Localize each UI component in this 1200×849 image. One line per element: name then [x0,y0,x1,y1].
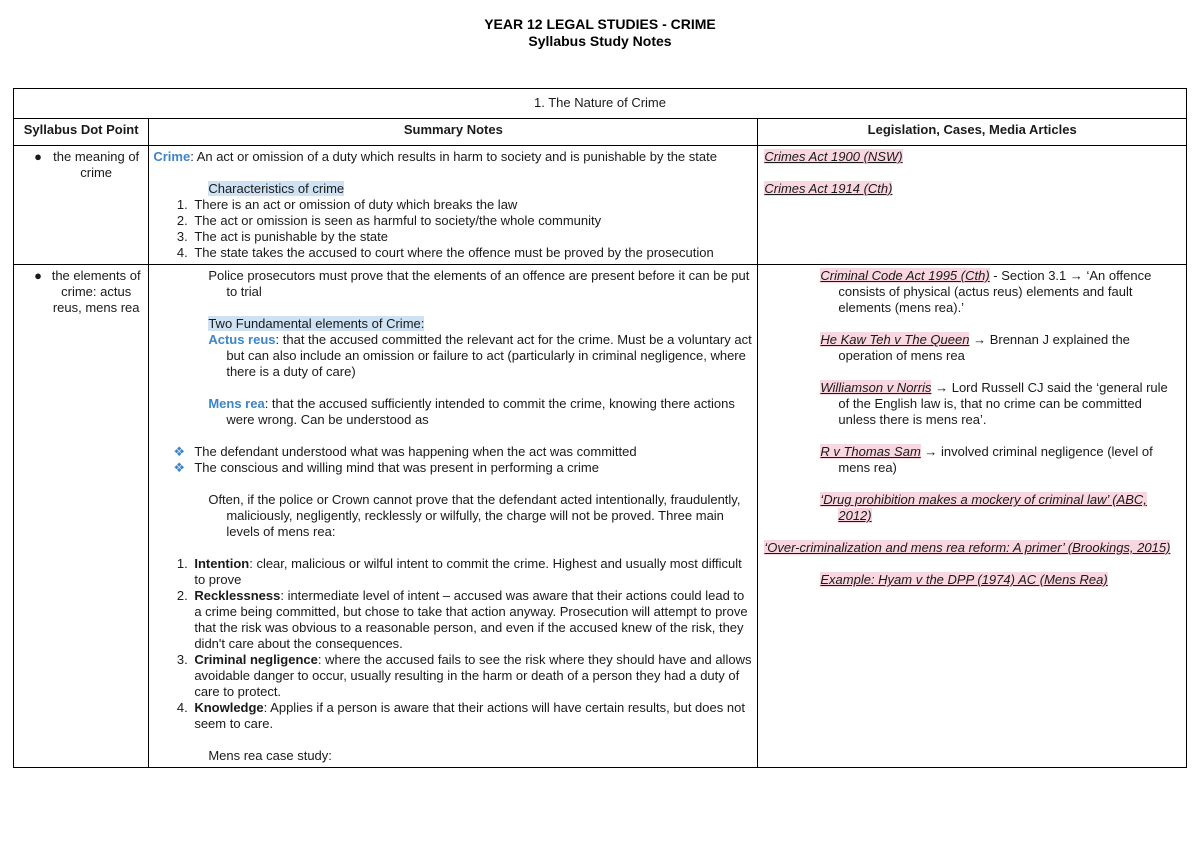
elements-heading: Two Fundamental elements of Crime: [208,316,425,331]
mens-rea-levels [153,556,753,732]
level-term: Intention [194,556,250,571]
crime-term: Crime [153,149,191,164]
reference-entry [762,268,1182,316]
reference-note: → involved criminal negligence (level of mens rea) [838,444,1153,475]
case-study-heading: Mens rea case study: [208,748,332,763]
reference-entry [762,332,1182,364]
dot-point-text: the elements of crime: actus reus, mens rea [51,268,141,315]
level-desc: : Applies if a person is aware that their actions will have certain results, but does not seem to care. [194,700,745,731]
list-item: ❖ The defendant understood what was happening when the act was committed [191,444,753,460]
intro-text: Police prosecutors must prove that the elements of an offence are present before it can be put to trial [208,268,750,299]
list-item [191,588,753,652]
list-item: ❖ The conscious and willing mind that was present in performing a crime [191,460,753,476]
page-subtitle: Syllabus Study Notes [528,33,672,49]
levels-intro: Often, if the police or Crown cannot prove that the defendant acted intentionally, fraudulently, maliciously, negligently, recklessly or wilfully, the charge will not be proved. Three main levels of mens rea: [208,492,741,539]
mens-rea-text: : that the accused sufficiently intended to commit the crime, knowing there actions were wrong. Can be understood as [226,396,735,427]
actus-reus-text: : that the accused committed the relevant act for the crime. Must be a voluntary act but can also include an omission or failure to act (particularly in criminal negligence, where there is a duty of care) [226,332,752,379]
list-item: 4. The state takes the accused to court where the offence must be proved by the prosecution [191,245,753,261]
list-item: 2. The act or omission is seen as harmful to society/the whole community [191,213,753,229]
bullet-icon: ● [34,149,42,164]
characteristics-list [153,197,753,261]
reference-entry [762,572,1182,588]
reference-link[interactable]: ‘Over-criminalization and mens rea reform: A primer’ (Brookings, 2015) [764,540,1171,555]
bullet-icon: ● [34,268,42,283]
reference-link[interactable]: Crimes Act 1900 (NSW) [764,149,903,164]
column-header-references: Legislation, Cases, Media Articles [758,119,1187,146]
reference-link[interactable]: Example: Hyam v the DPP (1974) AC (Mens Rea) [820,572,1108,587]
page-header [0,16,1200,50]
reference-link[interactable]: ‘Drug prohibition makes a mockery of criminal law’ (ABC, 2012) [820,492,1147,523]
summary-cell [149,265,758,768]
list-item [191,652,753,700]
reference-link[interactable]: Williamson v Norris [820,380,932,395]
reference-note: → Lord Russell CJ said the ‘general rule of the English law is, that no crime can be committed unless there is mens rea’. [838,380,1168,427]
section-title: 1. The Nature of Crime [14,89,1187,119]
reference-entry [762,540,1182,556]
references-cell [758,265,1187,768]
mens-rea-bullets [153,444,753,476]
reference-note: → Brennan J explained the operation of mens rea [838,332,1130,363]
reference-entry [762,492,1182,524]
reference-entry [762,380,1182,428]
column-header-summary: Summary Notes [149,119,758,146]
list-item: 3. The act is punishable by the state [191,229,753,245]
mens-rea-term: Mens rea [208,396,265,411]
level-desc: : where the accused fails to see the risk where they should have and allows avoidable danger to occur, usually resulting in the harm or death of a person they had a duty of care to protect. [194,652,752,699]
dot-point-cell [14,146,149,265]
reference-link[interactable]: He Kaw Teh v The Queen [820,332,970,347]
level-term: Criminal negligence [194,652,318,667]
table-row [14,146,1187,265]
reference-note: - Section 3.1 → ‘An offence consists of physical (actus reus) elements and fault elements (mens rea).’ [838,268,1152,315]
mens-rea-definition [153,396,753,428]
crime-def-text: : An act or omission of a duty which results in harm to society and is punishable by the state [190,149,717,164]
reference-link[interactable]: R v Thomas Sam [820,444,921,459]
level-term: Recklessness [194,588,281,603]
dot-point-cell [14,265,149,768]
list-item: 1. There is an act or omission of duty which breaks the law [191,197,753,213]
actus-reus-term: Actus reus [208,332,276,347]
reference-link[interactable]: Criminal Code Act 1995 (Cth) [820,268,990,283]
level-term: Knowledge [194,700,264,715]
level-desc: : clear, malicious or wilful intent to commit the crime. Highest and usually most difficult to prove [194,556,742,587]
level-desc: : intermediate level of intent – accused was aware that their actions could lead to a crime being committed, but chose to take that action anyway. Prosecution will attempt to prove that the risk was obvious to a reasonable person, and even if the accused knew of the risk, they didn't care about the consequences. [194,588,748,651]
column-header-dot-point: Syllabus Dot Point [14,119,149,146]
actus-reus-definition [153,332,753,380]
notes-table [13,88,1187,768]
references-cell [758,146,1187,265]
list-item [191,556,753,588]
table-row [14,265,1187,768]
dot-point-text: the meaning of crime [53,149,140,180]
crime-definition [153,149,753,165]
reference-link[interactable]: Crimes Act 1914 (Cth) [764,181,893,196]
reference-entry [762,444,1182,476]
characteristics-heading: Characteristics of crime [208,181,345,196]
summary-cell [149,146,758,265]
list-item [191,700,753,732]
page-title: YEAR 12 LEGAL STUDIES - CRIME [484,16,716,32]
